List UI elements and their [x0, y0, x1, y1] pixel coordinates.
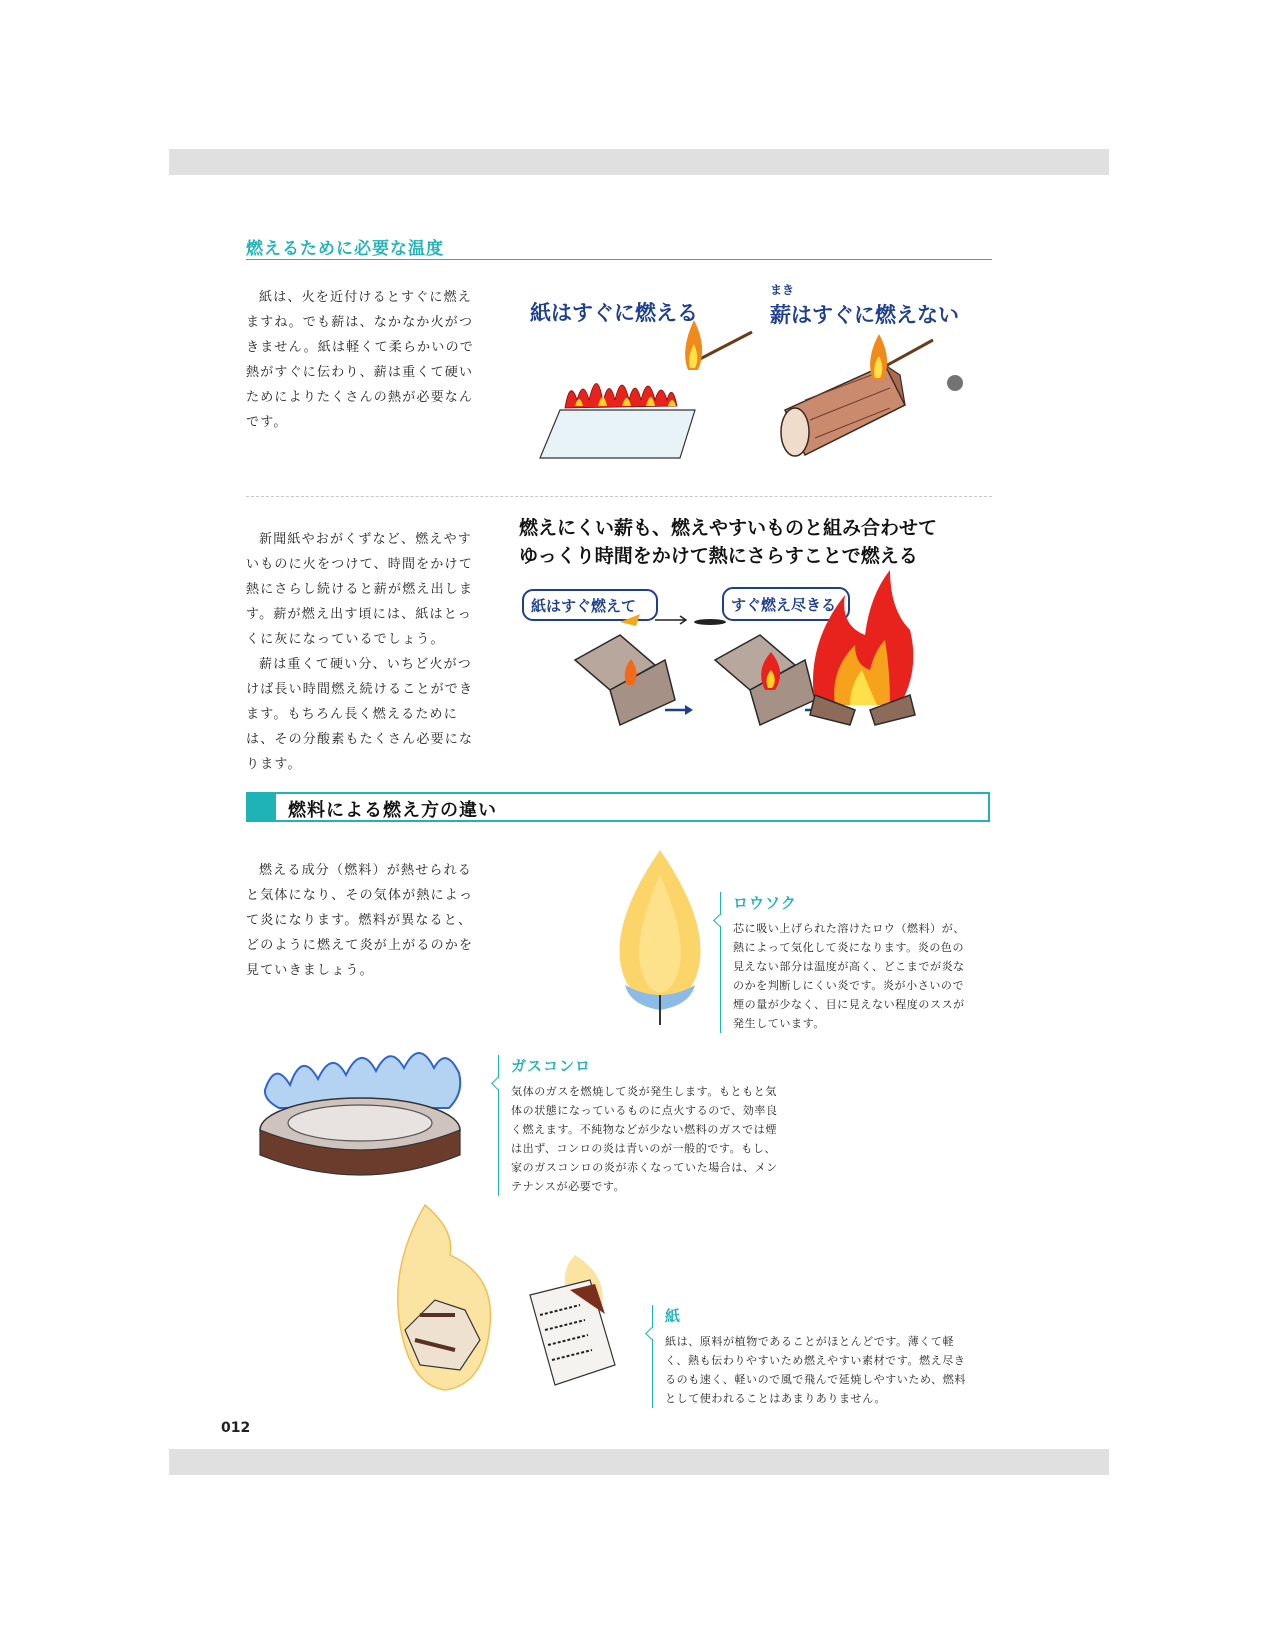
bubble-paper-burns-fast-text: 紙はすぐ燃えて — [531, 597, 637, 615]
caption-candle-body: 芯に吸い上げられた溶けたロウ（燃料）が、熱によって気化して炎になります。炎の色の見えない部分は温度が高く、どこまでが炎なのかを判断しにくい炎です。炎が小さいので煙の量が少なく、目に見えない程度のススが発生しています。 — [733, 922, 965, 1030]
caption-paper — [652, 1305, 970, 1408]
ash-icon — [694, 619, 726, 625]
section-title-temperature: 燃えるために必要な温度 — [246, 239, 444, 259]
section-divider-dashed — [246, 496, 992, 497]
wood-not-burning-illustration — [755, 280, 995, 470]
caption-gas-stove-body: 気体のガスを燃焼して炎が発生します。もともと気体の状態になっているものに点火するので、効率良く燃えます。不純物などが少ない燃料のガスでは煙は出ず、コンロの炎は青いのが一般的です。もし、家のガスコンロの炎が赤くなっていた場合は、メンテナンスが必要です。 — [511, 1085, 778, 1193]
label-paper-burns: 紙はすぐに燃える — [530, 301, 698, 325]
section-title-accent-block — [248, 794, 276, 820]
candle-flame-illustration — [610, 845, 710, 1035]
section-title-rule — [246, 259, 992, 260]
paper-burning-illustration — [520, 290, 760, 470]
paragraph-fuel-intro: 燃える成分（燃料）が熱せられると気体になり、その気体が熱によって炎になります。燃料が異なると、どのように燃えて炎が上がるのかを見ていきましょう。 — [246, 863, 474, 978]
wood-stack-stage1 — [575, 635, 675, 725]
label-wood-not-burns: 薪はすぐに燃えない — [770, 303, 959, 327]
bottom-gray-band — [169, 1449, 1109, 1475]
paragraph-paper-vs-wood: 紙は、火を近付けるとすぐに燃えますね。でも薪は、なかなか火がつきません。紙は軽くて柔らかいので熱がすぐに伝わり、薪は重くて硬いためによりたくさんの熱が必要なんです。 — [246, 290, 474, 430]
paper-sheet-burning-illustration — [520, 1255, 630, 1395]
headline-line2: ゆっくり時間をかけて熱にさらすことで燃える — [519, 545, 918, 567]
caption-candle — [720, 892, 973, 1033]
caption-gas-stove — [498, 1055, 781, 1196]
page-number: 012 — [221, 1420, 251, 1436]
gas-stove-illustration — [250, 1035, 480, 1185]
caption-paper-title: 紙 — [665, 1307, 682, 1325]
caption-paper-body: 紙は、原料が植物であることがほとんどです。薄くて軽く、熱も伝わりやすいため燃えやすい素材です。燃え尽きるのも速く、軽いので風で飛んで延焼しやすいため、燃料として使われることはあまりありません。 — [665, 1335, 966, 1405]
wood-stack-stage2 — [715, 635, 815, 725]
caption-gas-stove-title: ガスコンロ — [511, 1057, 592, 1075]
combination-burning-illustration — [515, 510, 955, 750]
headline-line1: 燃えにくい薪も、燃えやすいものと組み合わせて — [519, 517, 938, 539]
section-title-fuel-differences — [246, 792, 990, 822]
section-title-fuel-text: 燃料による燃え方の違い — [288, 800, 497, 821]
caption-candle-title: ロウソク — [733, 894, 797, 912]
label-wood-ruby: まき — [770, 283, 795, 297]
paragraph-combining-fuels: 新聞紙やおがくずなど、燃えやすいものに火をつけて、時間をかけて熱にさらし続けると薪が燃え出します。薪が燃え出す頃には、紙はとっくに灰になっているでしょう。 薪は重くて硬い分、いちど火がつけば長い時間燃え続けることができます。もちろん長く燃えるためには、その分酸素もたくさん必要になります。 — [246, 532, 474, 772]
top-gray-band — [169, 149, 1109, 175]
bubble-burns-out-fast-text: すぐ燃え尽きる — [731, 596, 837, 614]
paper-ball-burning-illustration — [385, 1200, 505, 1400]
